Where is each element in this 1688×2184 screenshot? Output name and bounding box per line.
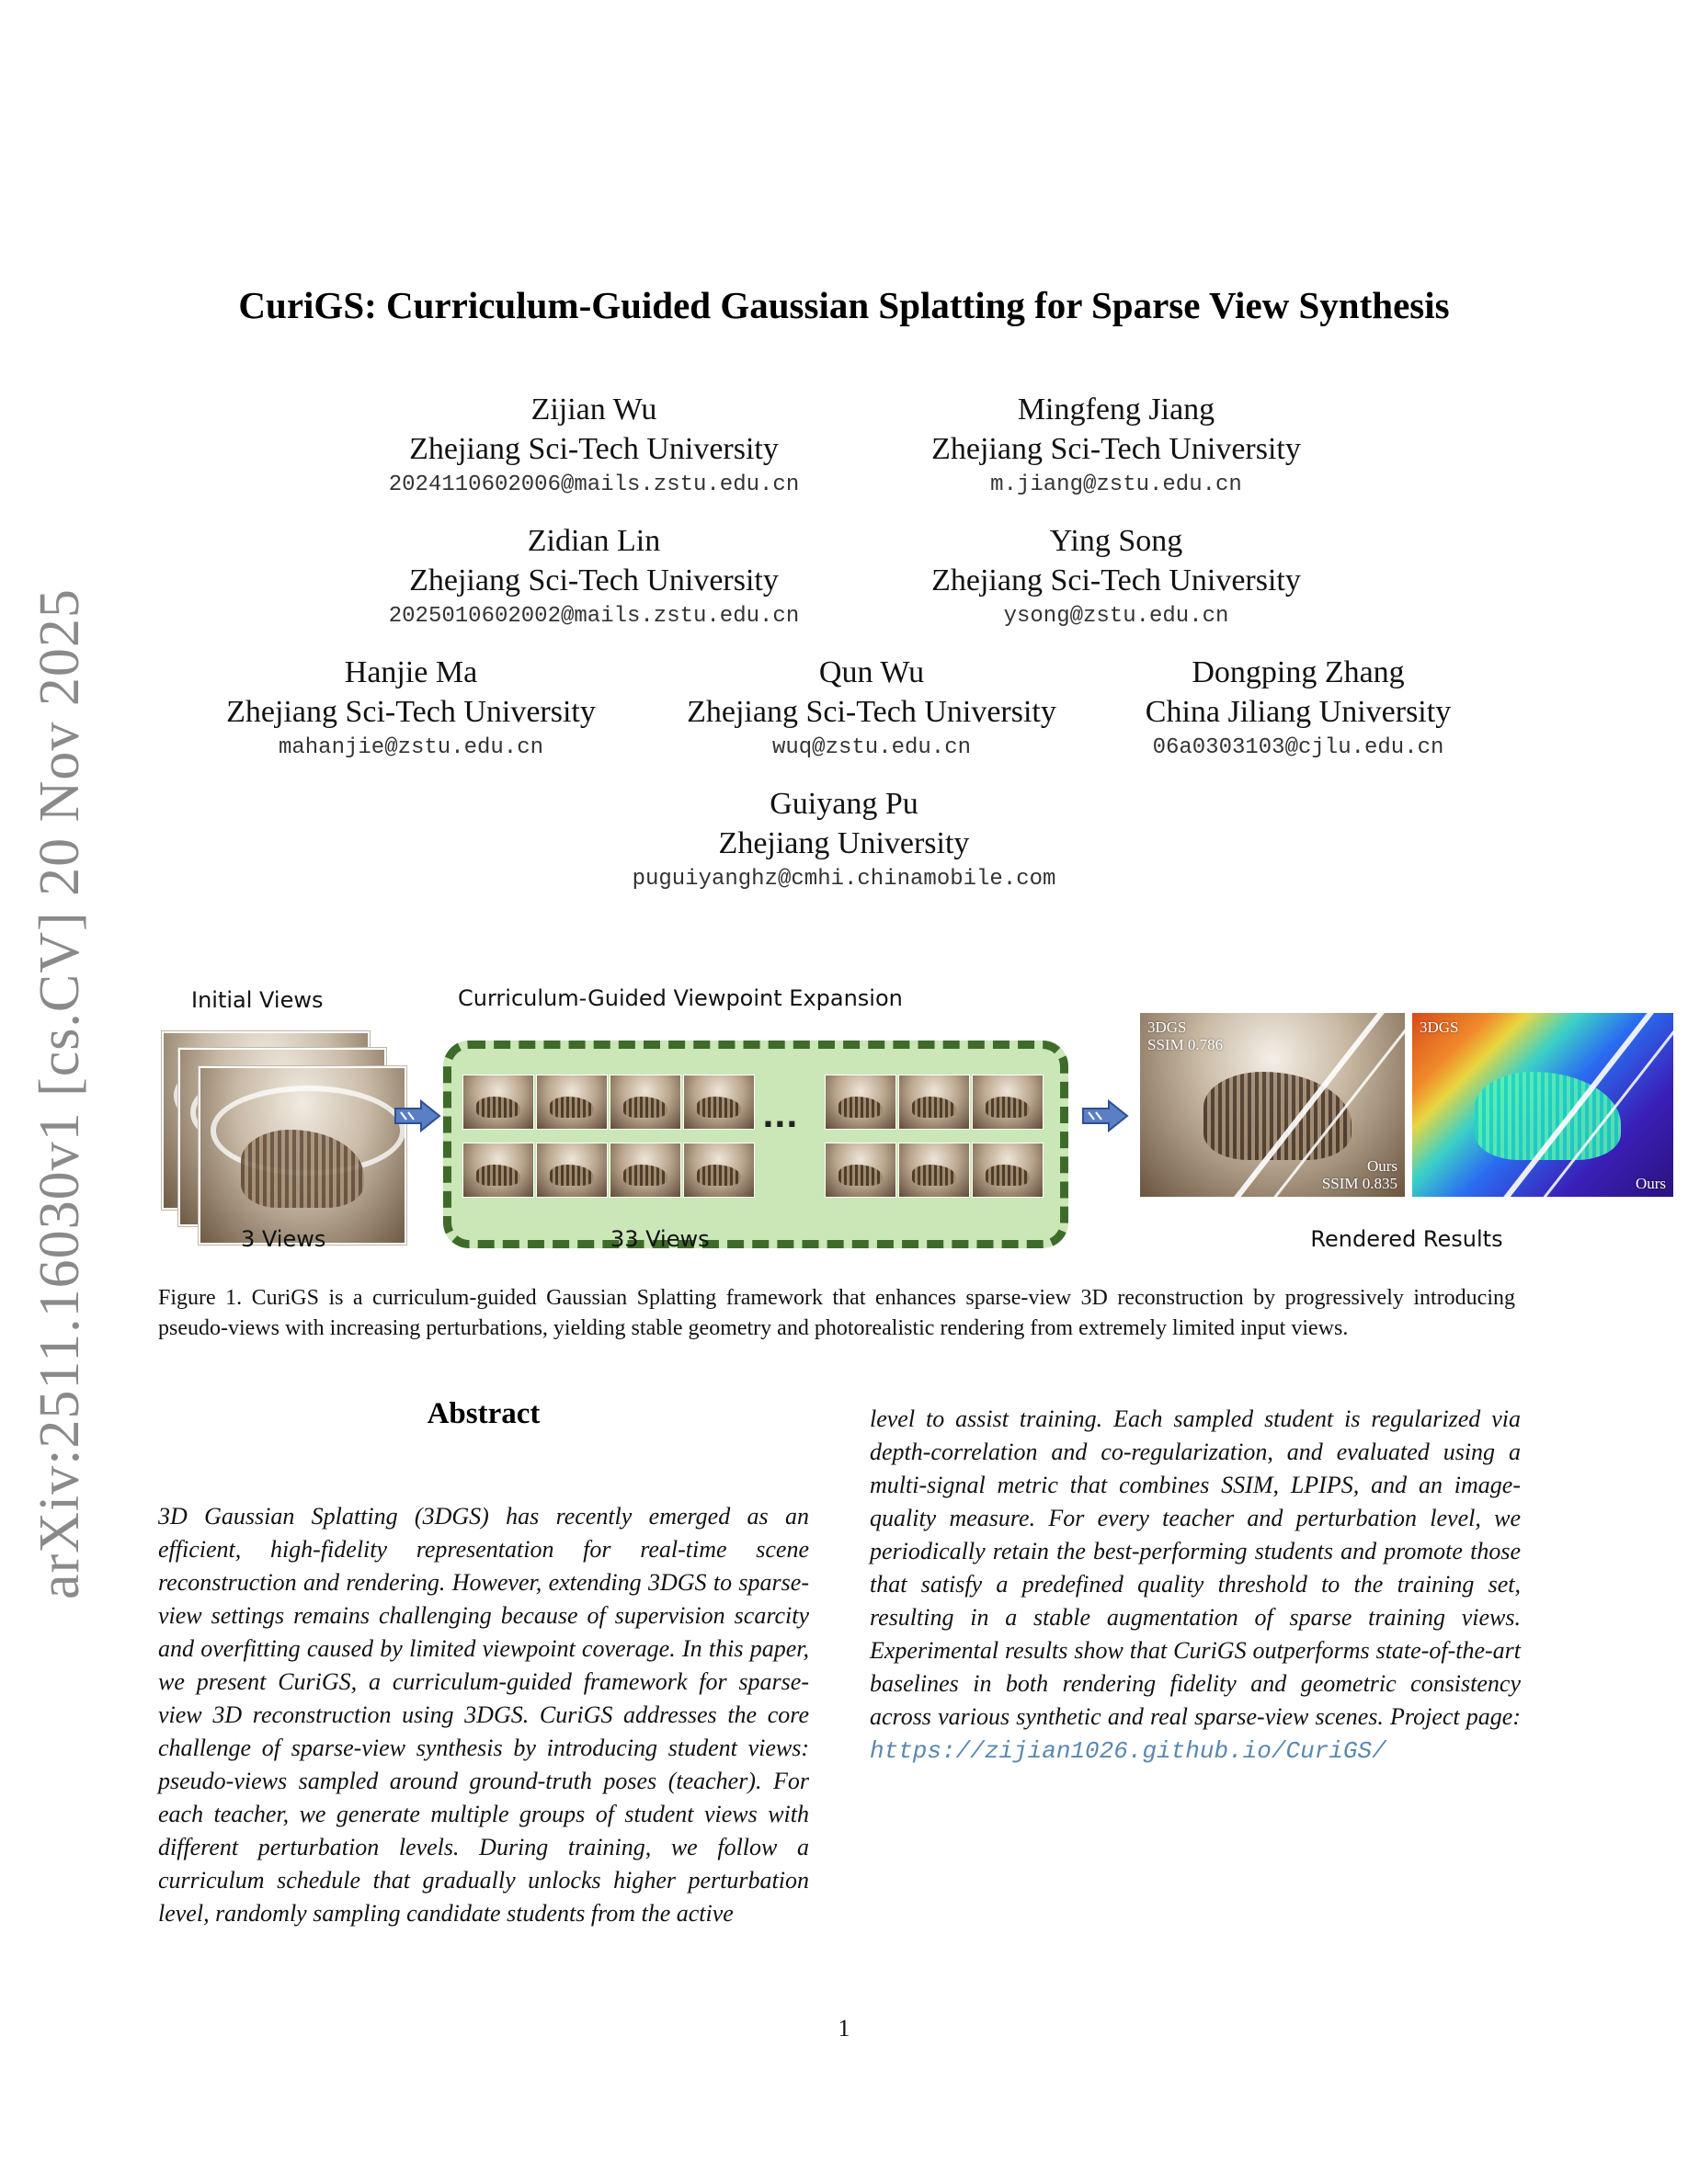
pseudo-view-thumbnail bbox=[610, 1143, 681, 1198]
pseudo-view-thumbnail bbox=[462, 1075, 534, 1130]
baseline-label: 3DGS bbox=[1420, 1018, 1459, 1036]
abstract-heading: Abstract bbox=[427, 1397, 541, 1430]
initial-views-label: Initial Views bbox=[191, 987, 324, 1013]
ours-ssim-label: SSIM 0.835 bbox=[1321, 1175, 1397, 1192]
pseudo-view-thumbnail bbox=[972, 1075, 1044, 1130]
author-name: Qun Wu bbox=[818, 655, 925, 689]
curriculum-views-panel bbox=[443, 1041, 1068, 1248]
author-email[interactable]: m.jiang@zstu.edu.cn bbox=[990, 472, 1242, 497]
author-name: Guiyang Pu bbox=[770, 787, 918, 821]
pseudo-view-thumbnail bbox=[972, 1143, 1044, 1198]
author-affiliation: China Jiliang University bbox=[1145, 695, 1452, 729]
initial-view-image bbox=[199, 1066, 406, 1245]
author-block bbox=[355, 521, 833, 629]
author-block bbox=[633, 653, 1111, 760]
author-block bbox=[877, 390, 1355, 497]
author-block bbox=[559, 784, 1129, 892]
author-affiliation: Zhejiang Sci-Tech University bbox=[409, 432, 779, 466]
abstract-right-column bbox=[870, 1403, 1521, 1768]
pseudo-view-thumbnail bbox=[536, 1143, 608, 1198]
author-email[interactable]: mahanjie@zstu.edu.cn bbox=[278, 735, 544, 760]
pseudo-view-thumbnail bbox=[825, 1075, 896, 1130]
pseudo-view-thumbnail bbox=[683, 1075, 755, 1130]
author-email[interactable]: wuq@zstu.edu.cn bbox=[771, 735, 972, 760]
author-email[interactable]: 2025010602002@mails.zstu.edu.cn bbox=[388, 604, 800, 629]
pseudo-view-thumbnail bbox=[462, 1143, 534, 1198]
author-block bbox=[172, 653, 650, 760]
author-block bbox=[1059, 653, 1537, 760]
depth-render-comparison bbox=[1412, 1013, 1673, 1197]
figure-caption: Figure 1. CuriGS is a curriculum-guided Gaussian Splatting framework that enhances sparse-view 3D reconstruction by progressively introducing pseudo-views with increasing perturbations, yielding stable geometry and photorealistic rendering from extremely limited input views. bbox=[158, 1286, 1515, 1340]
author-email[interactable]: puguiyanghz@cmhi.chinamobile.com bbox=[632, 867, 1056, 892]
author-name: Mingfeng Jiang bbox=[1017, 392, 1215, 427]
baseline-ssim-label: SSIM 0.786 bbox=[1147, 1036, 1224, 1053]
right-arrow-icon bbox=[393, 1099, 441, 1132]
author-name: Dongping Zhang bbox=[1192, 655, 1405, 689]
author-affiliation: Zhejiang Sci-Tech University bbox=[687, 695, 1056, 729]
author-name: Hanjie Ma bbox=[344, 655, 478, 689]
author-email[interactable]: ysong@zstu.edu.cn bbox=[1003, 604, 1229, 629]
curriculum-label: Curriculum-Guided Viewpoint Expansion bbox=[458, 985, 903, 1011]
abstract-right-text: level to assist training. Each sampled student is regularized via depth-correlation and co-regularization, and evaluated using a multi-signal metric that combines SSIM, LPIPS, and an image-quality measure. For every teacher and perturbation level, we periodically retain the best-performing students and promote those that satisfy a predefined quality threshold to the training set, resulting in a stable augmentation of sparse training views. Experimental results show that CuriGS outperforms state-of-the-art baselines in both rendering fidelity and geometric consistency across various synthetic and real sparse-view scenes. Project page: bbox=[870, 1405, 1521, 1730]
author-affiliation: Zhejiang Sci-Tech University bbox=[931, 432, 1301, 466]
pseudo-view-thumbnail bbox=[825, 1143, 896, 1198]
figure-1 bbox=[158, 984, 1666, 1259]
ours-label: Ours bbox=[1366, 1157, 1397, 1175]
pseudo-view-thumbnail bbox=[536, 1075, 608, 1130]
author-email[interactable]: 06a0303103@cjlu.edu.cn bbox=[1152, 735, 1444, 760]
rgb-render-comparison bbox=[1140, 1013, 1405, 1197]
pseudo-view-thumbnail bbox=[683, 1143, 755, 1198]
abstract-left-column: 3D Gaussian Splatting (3DGS) has recently emerged as an efficient, high-fidelity representation for real-time scene reconstruction and rendering. However, extending 3DGS to sparse-view settings remains challenging because of supervision scarcity and overfitting caused by limited viewpoint coverage. In this paper, we present CuriGS, a curriculum-guided framework for sparse-view 3D reconstruction using 3DGS. CuriGS addresses the core challenge of sparse-view synthesis by introducing student views: pseudo-views sampled around ground-truth poses (teacher). For each teacher, we generate multiple groups of student views with different perturbation levels. During training, we follow a curriculum schedule that gradually unlocks higher perturbation level, randomly sampling candidate students from the active bbox=[158, 1503, 809, 1927]
pseudo-view-thumbnail bbox=[610, 1075, 681, 1130]
rendered-results-label: Rendered Results bbox=[1310, 1226, 1503, 1252]
author-affiliation: Zhejiang University bbox=[718, 826, 970, 860]
author-name: Zidian Lin bbox=[527, 524, 661, 558]
paper-title: CuriGS: Curriculum-Guided Gaussian Splatting for Sparse View Synthesis bbox=[238, 284, 1450, 326]
three-views-label: 3 Views bbox=[241, 1226, 326, 1252]
ours-label: Ours bbox=[1635, 1175, 1666, 1192]
pseudo-view-thumbnail bbox=[898, 1143, 970, 1198]
page-number: 1 bbox=[838, 2015, 850, 2042]
author-block bbox=[355, 390, 833, 497]
project-page-link[interactable]: https://zijian1026.github.io/CuriGS/ bbox=[870, 1737, 1386, 1765]
arxiv-identifier-stamp: arXiv:2511.16030v1 [cs.CV] 20 Nov 2025 bbox=[29, 588, 91, 1599]
author-name: Ying Song bbox=[1049, 524, 1183, 558]
author-name: Zijian Wu bbox=[530, 392, 657, 427]
thirty-three-views-label: 33 Views bbox=[610, 1226, 710, 1252]
author-block bbox=[877, 521, 1355, 629]
ellipsis-mark: ... bbox=[762, 1098, 798, 1135]
author-affiliation: Zhejiang Sci-Tech University bbox=[226, 695, 596, 729]
pseudo-view-thumbnail bbox=[898, 1075, 970, 1130]
baseline-label: 3DGS bbox=[1147, 1018, 1187, 1036]
author-affiliation: Zhejiang Sci-Tech University bbox=[409, 563, 779, 597]
right-arrow-icon bbox=[1081, 1099, 1129, 1132]
author-email[interactable]: 2024110602006@mails.zstu.edu.cn bbox=[388, 472, 800, 497]
author-affiliation: Zhejiang Sci-Tech University bbox=[931, 563, 1301, 597]
